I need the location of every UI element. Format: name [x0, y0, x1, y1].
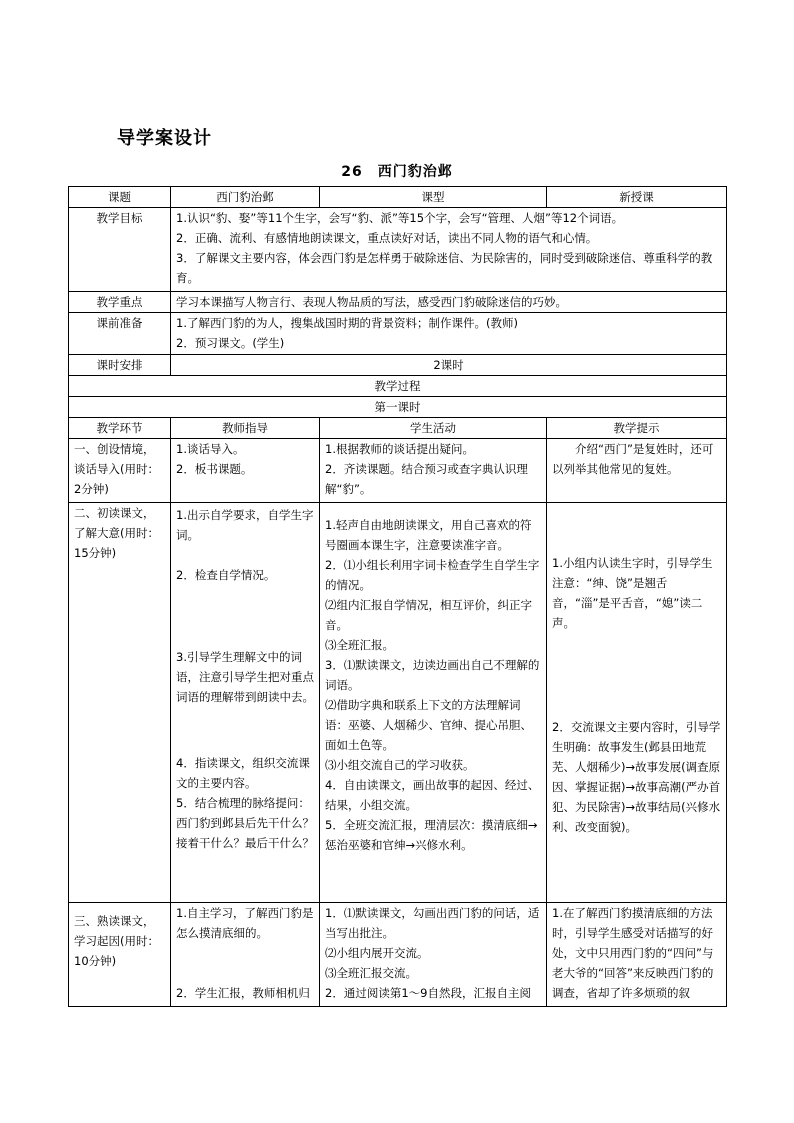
- student-step: 4．自由读课文，画出故事的起因、经过、结果，小组交流。: [325, 778, 540, 812]
- student-step: 1.轻声自由地朗读课文，用自己喜欢的符号圈画本课生字，注意要读准字音。: [325, 518, 532, 552]
- period-row: [69, 397, 727, 418]
- goals-row: [69, 208, 727, 292]
- student-step: 2．通过阅读第1～9自然段，汇报自主阅: [325, 986, 531, 1000]
- student-step: ⑵组内汇报自学情况，相互评价，纠正字音。: [325, 598, 532, 632]
- section-name: 一、创设情境，谈话导入(用时：2分钟): [69, 439, 171, 503]
- tips-cell: [547, 439, 727, 503]
- goals-cell: [171, 208, 727, 292]
- column-header-row: [69, 418, 727, 439]
- tip-item: 1.小组内认读生字时，引导学生注意：“绅、饶”是翘舌音，“淄”是平舌音，“媳”读二声。: [552, 556, 713, 630]
- tip-item: 1.在了解西门豹摸清底细的方法时，引导学生感受对话描写的好处，文中只用西门豹的“四问”与老大爷的“回答”来反映西门豹的调查，省却了许多烦琐的叙: [552, 906, 714, 1000]
- teacher-step: 2．检查自学情况。: [176, 568, 276, 582]
- focus-value: 学习本课描写人物言行、表现人物品质的写法，感受西门豹破除迷信的巧妙。: [171, 292, 727, 313]
- topic-row: [69, 187, 727, 208]
- goal-item: 1.认识“豹、娶”等11个生字，会写“豹、派”等15个字，会写“管理、人烟”等12个词语。: [176, 211, 624, 225]
- teacher-step: 3.引导学生理解文中的词语，注意引导学生把对重点词语的理解带到朗读中去。: [176, 650, 314, 704]
- focus-label: 教学重点: [69, 292, 171, 313]
- schedule-row: [69, 355, 727, 376]
- tips-cell: [547, 503, 727, 903]
- page-title: 导学案设计: [117, 128, 212, 149]
- student-step: ⑶全班汇报交流。: [325, 966, 417, 980]
- period-label: 第一课时: [69, 397, 727, 418]
- student-cell: [320, 903, 547, 1007]
- header-teacher: 教师指导: [171, 418, 320, 439]
- student-step: 1.根据教师的谈话提出疑问。: [325, 442, 474, 456]
- goal-item: 2．正确、流利、有感情地朗读课文，重点读好对话，读出不同人物的语气和心情。: [176, 231, 598, 245]
- teacher-step: 4．指读课文，组织交流课文的主要内容。: [176, 756, 310, 790]
- student-step: 2．⑴小组长利用字词卡检查学生自学生字的情况。: [325, 558, 540, 592]
- section-row: [69, 439, 727, 503]
- student-cell: [320, 503, 547, 903]
- student-step: ⑵小组内展开交流。: [325, 946, 429, 960]
- schedule-label: 课时安排: [69, 355, 171, 376]
- section-row: [69, 903, 727, 1007]
- teacher-step: 2．板书课题。: [176, 462, 253, 476]
- process-row: [69, 376, 727, 397]
- goals-label: 教学目标: [69, 208, 171, 292]
- focus-row: [69, 292, 727, 313]
- student-step: ⑶全班汇报。: [325, 638, 394, 652]
- prep-label: 课前准备: [69, 313, 171, 355]
- student-step: 3．⑴默读课文，边读边画出自己不理解的词语。: [325, 658, 540, 692]
- header-stage: 教学环节: [69, 418, 171, 439]
- section-row: [69, 503, 727, 903]
- teacher-cell: [171, 903, 320, 1007]
- tip-item: 介绍“西门”是复姓时，还可以列举其他常见的复姓。: [552, 442, 714, 476]
- header-student: 学生活动: [320, 418, 547, 439]
- topic-label: 课题: [69, 187, 171, 208]
- prep-cell: [171, 313, 727, 355]
- schedule-value: 2课时: [171, 355, 727, 376]
- student-step: 5．全班交流汇报，理清层次：摸清底细→惩治巫婆和官绅→兴修水利。: [325, 818, 538, 852]
- tips-cell: [547, 903, 727, 1007]
- goal-item: 3．了解课文主要内容，体会西门豹是怎样勇于破除迷信、为民除害的，同时受到破除迷信、尊重科学的教育。: [176, 251, 713, 285]
- topic-value: 西门豹治邺: [171, 187, 320, 208]
- section-name: 二、初读课文，了解大意(用时：15分钟): [69, 503, 171, 903]
- prep-item: 2．预习课文。(学生): [176, 336, 285, 350]
- tip-item: 2．交流课文主要内容时，引导学生明确：故事发生(邺县田地荒芜、人烟稀少)→故事发展(调查原因、掌握证据)→故事高潮(严办首犯、为民除害)→故事结局(兴修水利、改变面貌)。: [552, 720, 721, 834]
- type-value: 新授课: [547, 187, 727, 208]
- prep-item: 1.了解西门豹的为人，搜集战国时期的背景资料；制作课件。(教师): [176, 316, 518, 330]
- student-step: ⑵借助字典和联系上下文的方法理解词语：巫婆、人烟稀少、官绅、提心吊胆、面如土色等。: [325, 698, 532, 752]
- lesson-title: 26 西门豹治邺: [341, 164, 453, 180]
- teacher-cell: [171, 503, 320, 903]
- teacher-step: 1.出示自学要求，自学生字词。: [176, 508, 314, 542]
- student-cell: [320, 439, 547, 503]
- section-name: 三、熟读课文，学习起因(用时：10分钟): [69, 903, 171, 1007]
- teacher-step: 1.谈话导入。: [176, 442, 245, 456]
- teacher-step: 1.自主学习，了解西门豹是怎么摸清底细的。: [176, 906, 314, 940]
- prep-row: [69, 313, 727, 355]
- teacher-step: 5．结合梳理的脉络提问：西门豹到邺县后先干什么？接着干什么？最后干什么？: [176, 796, 314, 850]
- student-step: 1．⑴默读课文，勾画出西门豹的问话，适当写出批注。: [325, 906, 540, 940]
- type-label: 课型: [320, 187, 547, 208]
- teacher-step: 2．学生汇报，教师相机归: [176, 986, 310, 1000]
- student-step: ⑶小组交流自己的学习收获。: [325, 758, 475, 772]
- student-step: 2．齐读课题。结合预习或查字典认识理解“豹”。: [325, 462, 528, 496]
- process-label: 教学过程: [69, 376, 727, 397]
- header-tips: 教学提示: [547, 418, 727, 439]
- teacher-cell: [171, 439, 320, 503]
- lesson-plan-table: [68, 186, 727, 1007]
